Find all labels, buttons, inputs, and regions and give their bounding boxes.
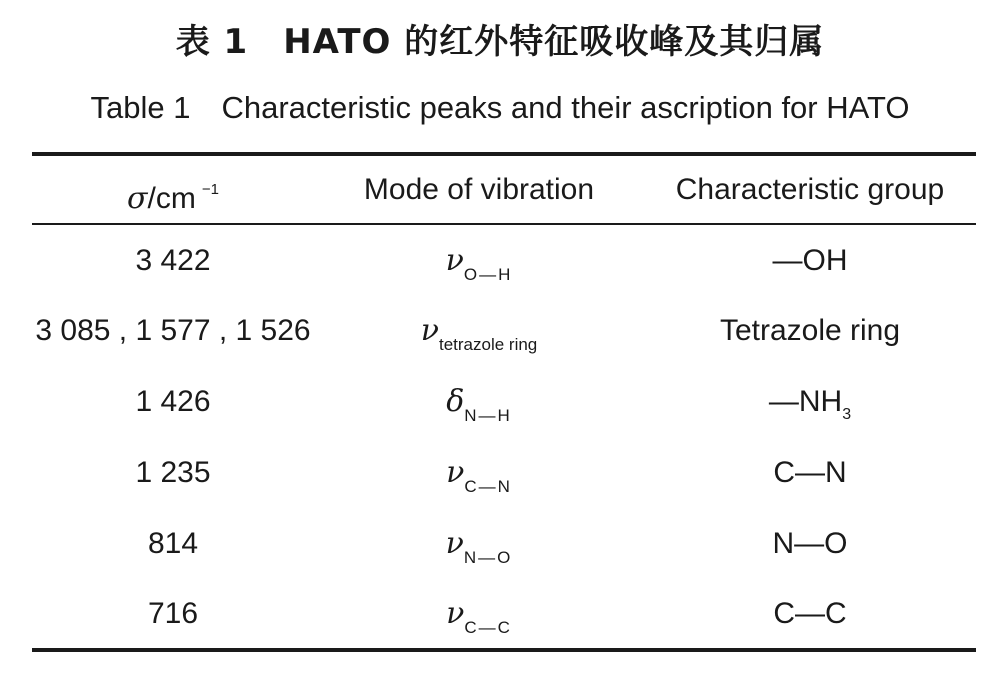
cell-mode: [314, 524, 644, 578]
cell-wavenumber: 3 422: [135, 244, 211, 277]
cell-group: [644, 382, 976, 435]
unit-exponent: −1: [201, 181, 219, 198]
header-wavenumber: [32, 170, 314, 219]
mode-subscript: N—O: [463, 548, 513, 567]
cell-group: C—C: [773, 597, 847, 630]
header-rule: [32, 223, 976, 225]
mode-subscript: O—H: [463, 265, 513, 284]
mode-symbol: ν: [420, 313, 439, 348]
mode-symbol: ν: [446, 455, 465, 490]
mode-subscript: N—H: [464, 406, 512, 425]
cell-mode: [314, 382, 644, 436]
cell-wavenumber: 1 426: [135, 385, 211, 418]
cell-wavenumber: 716: [147, 597, 199, 630]
group-label: —NH: [768, 385, 843, 418]
mode-symbol: ν: [445, 526, 464, 561]
cell-mode: [314, 594, 644, 648]
header-mode: Mode of vibration: [363, 173, 595, 206]
header-group: Characteristic group: [675, 173, 945, 206]
cell-wavenumber: 814: [147, 527, 199, 560]
mode-subscript: tetrazole ring: [438, 335, 538, 354]
cell-wavenumber: 3 085 , 1 577 , 1 526: [35, 314, 311, 347]
cell-group: C—N: [773, 456, 847, 489]
cell-group: —OH: [772, 244, 848, 277]
cell-mode: [314, 453, 644, 507]
mode-subscript: C—C: [464, 618, 512, 637]
bottom-rule: [32, 648, 976, 652]
cell-mode: [314, 241, 644, 295]
cell-mode: [314, 311, 644, 365]
mode-subscript: C—N: [464, 477, 512, 496]
cell-wavenumber: 1 235: [135, 456, 211, 489]
table-title-chinese: 表 1 HATO 的红外特征吸收峰及其归属: [175, 22, 825, 62]
sigma-symbol: σ: [127, 181, 148, 216]
mode-symbol: δ: [446, 384, 465, 419]
cell-group: Tetrazole ring: [719, 314, 901, 347]
group-subscript: 3: [842, 406, 852, 423]
unit-label: /cm: [147, 182, 196, 215]
table-title-english: Table 1 Characteristic peaks and their ascription for HATO: [90, 90, 910, 125]
mode-symbol: ν: [446, 596, 465, 631]
cell-group: N—O: [772, 527, 848, 560]
mode-symbol: ν: [445, 243, 464, 278]
top-rule: [32, 152, 976, 156]
